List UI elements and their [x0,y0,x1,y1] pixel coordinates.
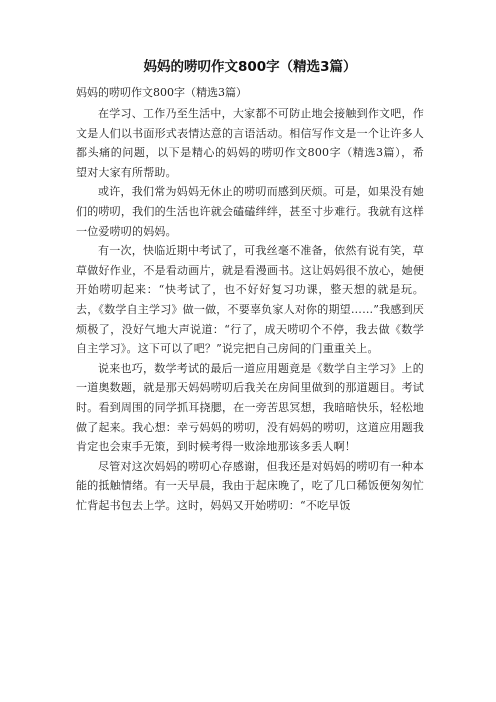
paragraph-2: 或许，我们常为妈妈无休止的唠叨而感到厌烦。可是，如果没有她们的唠叨，我们的生活也许就会磕磕绊绊，甚至寸步难行。我就有这样一位爱唠叨的妈妈。 [76,185,424,238]
paragraph-3: 有一次，快临近期中考试了，可我丝毫不准备，依然有说有笑，草草做好作业，不是看动画片，就是看漫画书。这让妈妈很不放心，她便开始唠叨起来：“快考试了，也不好好复习功课，整天想的就是玩。去，《数学自主学习》做一做，不要辜负家人对你的期望……”我感到厌烦极了，没好气地大声说道：“行了，成天唠叨个不停，我去做《数学自主学习》。这下可以了吧？”说完把自己房间的门重重关上。 [76,244,424,356]
document-title: 妈妈的唠叨作文800字（精选3篇） [143,59,357,75]
paragraph-1: 在学习、工作乃至生活中，大家都不可防止地会接触到作文吧，作文是人们以书面形式表情达意的言语活动。相信写作文是一个让许多人都头痛的问题，以下是精心的妈妈的唠叨作文800字（精选3篇），希望对大家有所帮助。 [76,107,424,179]
paragraph-4: 说来也巧，数学考试的最后一道应用题竟是《数学自主学习》上的一道奥数题，就是那天妈妈唠叨后我关在房间里做到的那道题目。考试时。看到周围的同学抓耳挠腮，在一旁苦思冥想，我暗暗快乐，轻松地做了起来。我心想：幸亏妈妈的唠叨，没有妈妈的唠叨，这道应用题我肯定也会束手无策，到时候考得一败涂地那该多丢人啊！ [76,361,424,454]
paragraph-5: 尽管对这次妈妈的唠叨心存感谢，但我还是对妈妈的唠叨有一种本能的抵触情绪。有一天早晨，我由于起床晚了，吃了几口稀饭便匆匆忙忙背起书包去上学。这时，妈妈又开始唠叨：“不吃早饭 [76,459,424,512]
document-subtitle: 妈妈的唠叨作文800字（精选3篇） [76,86,247,99]
